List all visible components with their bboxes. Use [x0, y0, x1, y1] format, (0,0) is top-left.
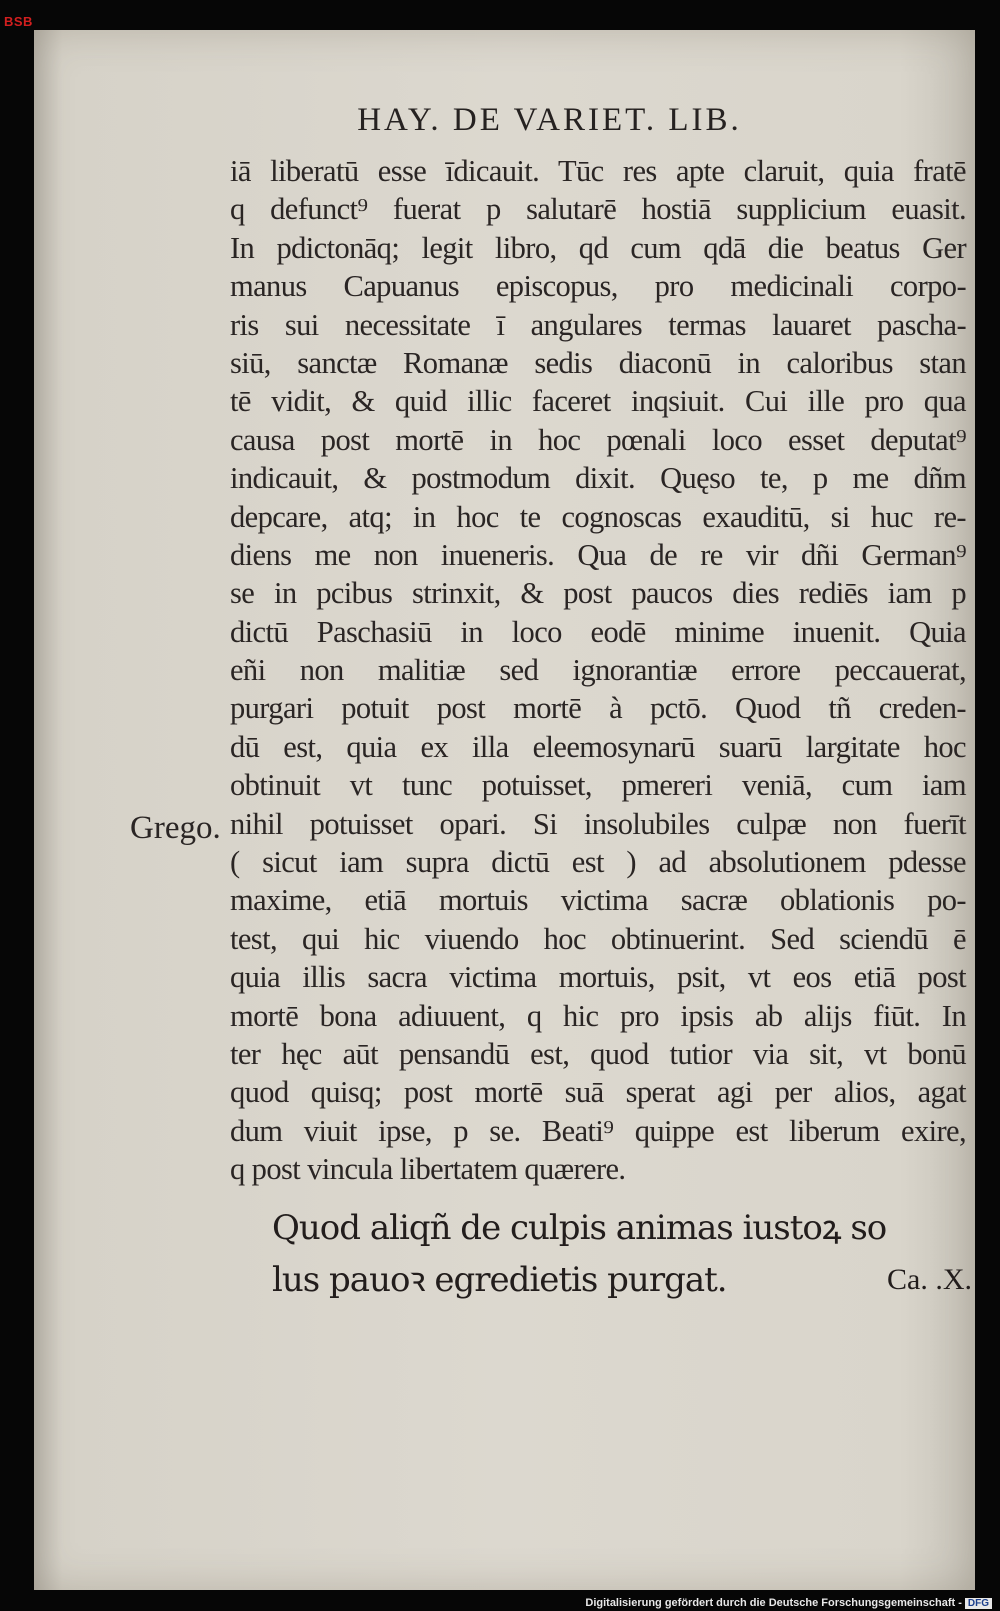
text-line: purgari potuit post mortē à pctō. Quod tñ creden- — [230, 691, 966, 726]
text-line: ris sui necessitate ī angulares termas lauaret pascha- — [230, 307, 966, 342]
digitization-footer — [585, 1597, 992, 1609]
text-line: tē vidit, & quid illic faceret inqsiuit. Cui ille pro qua — [230, 384, 966, 419]
text-line: se in pcibus strinxit, & post paucos dies rediēs iam p — [230, 576, 966, 611]
text-line: diens me non inueneris. Qua de re vir dñi German⁹ — [230, 537, 966, 572]
text-line: dū est, quia ex illa eleemosynarū suarū largitate hoc — [230, 729, 966, 764]
chapter-heading-line: lus pauoꝛ egredietis purgat. — [272, 1260, 727, 1300]
text-line: depcare, atq; in hoc te cognoscas exauditū, si huc re- — [230, 499, 966, 534]
running-head — [34, 102, 975, 139]
text-line: indicauit, & postmodum dixit. Quęso te, p me dñm — [230, 461, 966, 496]
text-line: dum viuit ipse, p se. Beati⁹ quippe est liberum exire, — [230, 1113, 966, 1148]
dfg-logo: DFG — [965, 1598, 992, 1609]
chapter-heading — [272, 1202, 972, 1306]
text-line: maxime, etiā mortuis victima sacræ oblationis po- — [230, 883, 966, 918]
text-line: q defunct⁹ fuerat p salutarē hostiā supplicium euasit. — [230, 192, 966, 227]
book-page — [34, 30, 975, 1590]
text-line: nihil potuisset opari. Si insolubiles culpæ non fuerīt — [230, 806, 966, 841]
body-text — [230, 152, 966, 1189]
chapter-number: Ca. .X. — [887, 1263, 972, 1296]
chapter-heading-line: Quod aliqñ de culpis animas iustoꝝ so — [272, 1208, 887, 1248]
running-head-text: HAY. DE VARIET. LIB. — [357, 102, 742, 138]
text-line: q post vincula libertatem quærere. — [230, 1152, 626, 1187]
text-line: obtinuit vt tunc potuisset, pmereri veniā, cum iam — [230, 768, 966, 803]
text-line: dictū Paschasiū in loco eodē minime inuenit. Quia — [230, 614, 966, 649]
text-line: mortē bona adiuuent, q hic pro ipsis ab alijs fiūt. In — [230, 998, 966, 1033]
text-line: causa post mortē in hoc pœnali loco esset deputat⁹ — [230, 422, 966, 457]
text-line: ( sicut iam supra dictū est ) ad absolutionem pdesse — [230, 845, 966, 880]
marginal-note: Grego. — [130, 810, 221, 846]
text-line: iā liberatū esse īdicauit. Tūc res apte claruit, quia fratē — [230, 154, 966, 188]
text-line: quod quisq; post mortē suā sperat agi per alios, agat — [230, 1075, 966, 1110]
text-line: siū, sanctæ Romanæ sedis diaconū in caloribus stan — [230, 345, 966, 380]
text-line: test, qui hic viuendo hoc obtinuerint. Sed sciendū ē — [230, 921, 966, 956]
footer-text: Digitalisierung gefördert durch die Deutsche Forschungsgemeinschaft - — [585, 1597, 962, 1609]
text-line: quia illis sacra victima mortuis, psit, vt eos etiā post — [230, 960, 966, 995]
text-line: ter hęc aūt pensandū est, quod tutior via sit, vt bonū — [230, 1036, 966, 1071]
text-line: eñi non malitiæ sed ignorantiæ errore peccauerat, — [230, 653, 966, 688]
bsb-logo: BSB — [4, 14, 33, 29]
text-line: In pdictonāq; legit libro, qd cum qdā die beatus Ger — [230, 230, 966, 265]
text-line: manus Capuanus episcopus, pro medicinali corpo- — [230, 269, 966, 304]
